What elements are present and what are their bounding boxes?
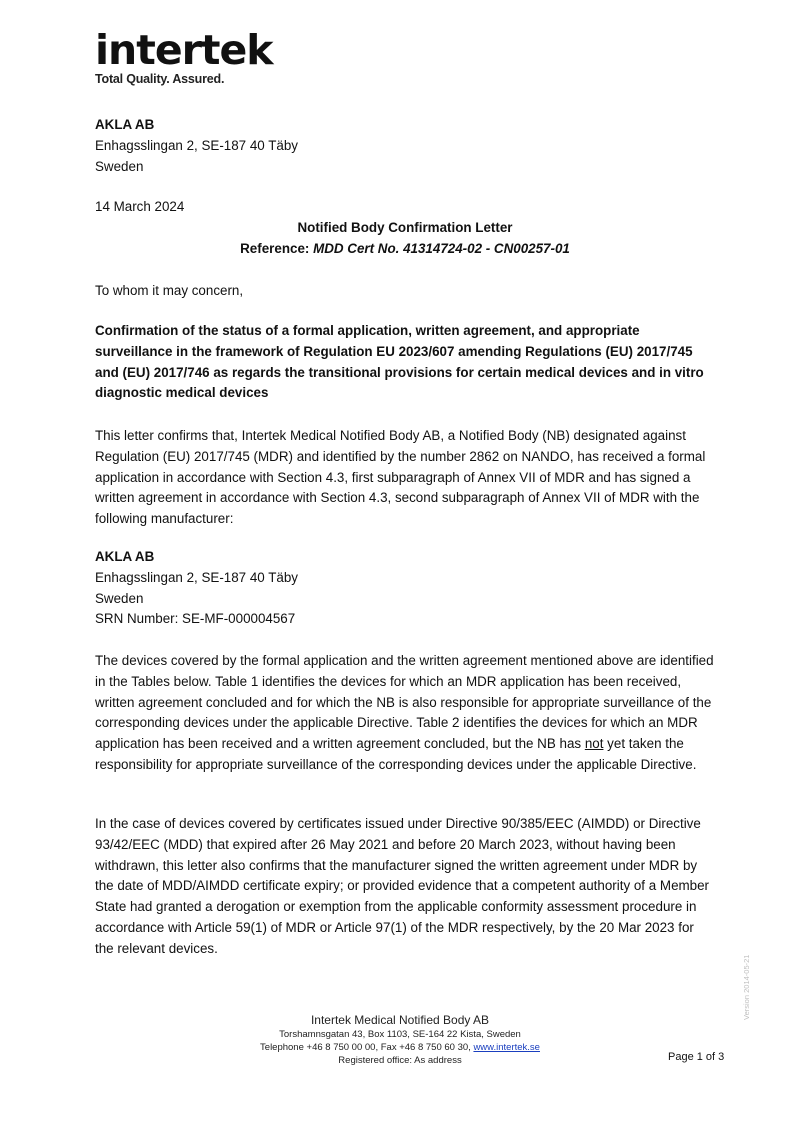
version-stamp: Version 2014-05-21	[742, 954, 751, 1020]
page-number: Page 1 of 3	[668, 1051, 725, 1063]
footer-website-link[interactable]: www.intertek.se	[473, 1042, 540, 1053]
logo-tagline: Total Quality. Assured.	[95, 72, 225, 86]
reference-value: MDD Cert No. 41314724-02 - CN00257-01	[313, 241, 570, 256]
devices-text-not: not	[584, 736, 604, 752]
paragraph-confirmation: This letter confirms that, Intertek Medical Notified Body AB, a Notified Body (NB) designated against Regulation (EU) 2017/745 (MDR) and identified by the number 2862 on NANDO, has received a formal application in accordance with Section 4.3, first subparagraph of Annex VII of MDR and has signed a written agreement in accordance with Section 4.3, second subparagraph of Annex VII of MDR with the following manufacturer:	[95, 428, 706, 527]
letter-title: Notified Body Confirmation Letter	[297, 220, 513, 235]
manufacturer-block	[95, 547, 715, 630]
manufacturer-address: Enhagsslingan 2, SE-187 40 Täby	[95, 569, 298, 585]
footer-company: Intertek Medical Notified Body AB	[310, 1013, 490, 1027]
paragraph-devices	[95, 651, 715, 776]
manufacturer-name: AKLA AB	[95, 549, 155, 564]
paragraph-expired-certificates: In the case of devices covered by certificates issued under Directive 90/385/EEC (AIMDD) or Directive 93/42/EEC (MDD) that expired after 26 May 2021 and before 20 March 2023, without having been withdrawn, this letter also confirms that the manufacturer signed the written agreement under MDR by the date of MDD/AIMDD certificate expiry; or provided evidence that a competent authority of a Member State had granted a derogation or exemption from the applicable conformity assessment procedure in accordance with Article 59(1) of MDR or Article 97(1) of the MDR respectively, by the 20 Mar 2023 for the relevant devices.	[95, 816, 710, 956]
intertek-logo	[95, 28, 273, 86]
recipient-country: Sweden	[95, 158, 144, 174]
footer-registered-office: Registered office: As address	[338, 1055, 462, 1066]
reference-label: Reference:	[240, 241, 314, 256]
footer-phone: Telephone +46 8 750 00 00, Fax +46 8 750 60 30,	[260, 1042, 474, 1053]
footer-address: Torshamnsgatan 43, Box 1103, SE-164 22 Kista, Sweden	[279, 1029, 521, 1040]
subject-heading: Confirmation of the status of a formal application, written agreement, and appropriate surveillance in the framework of Regulation EU 2023/607 amending Regulations (EU) 2017/745 and (EU) 2017/746 as regards the transitional provisions for certain medical devices and in vitro diagnostic medical devices	[95, 323, 704, 401]
recipient-name: AKLA AB	[95, 117, 155, 132]
recipient-address: Enhagsslingan 2, SE-187 40 Täby	[95, 137, 298, 153]
manufacturer-country: Sweden	[95, 590, 144, 606]
logo-wordmark: intertek	[95, 26, 273, 74]
recipient-block	[95, 115, 715, 177]
devices-text-before: The devices covered by the formal application and the written agreement mentioned above are identified in the Tables below. Table 1 identifies the devices for which an MDR application has been received, written agreement concluded and for which the NB is also responsible for appropriate surveillance of the corresponding devices under the applicable Directive. Table 2 identifies the devices for which an MDR application has been received and a written agreement concluded, but the NB has	[95, 653, 714, 752]
devices-text-after: yet taken the responsibility for appropriate surveillance of the corresponding devices under the applicable Directive.	[95, 736, 697, 772]
manufacturer-srn: SRN Number: SE-MF-000004567	[95, 611, 296, 627]
salutation: To whom it may concern,	[95, 283, 244, 298]
reference-line	[95, 239, 715, 260]
letter-date: 14 March 2024	[95, 199, 185, 214]
